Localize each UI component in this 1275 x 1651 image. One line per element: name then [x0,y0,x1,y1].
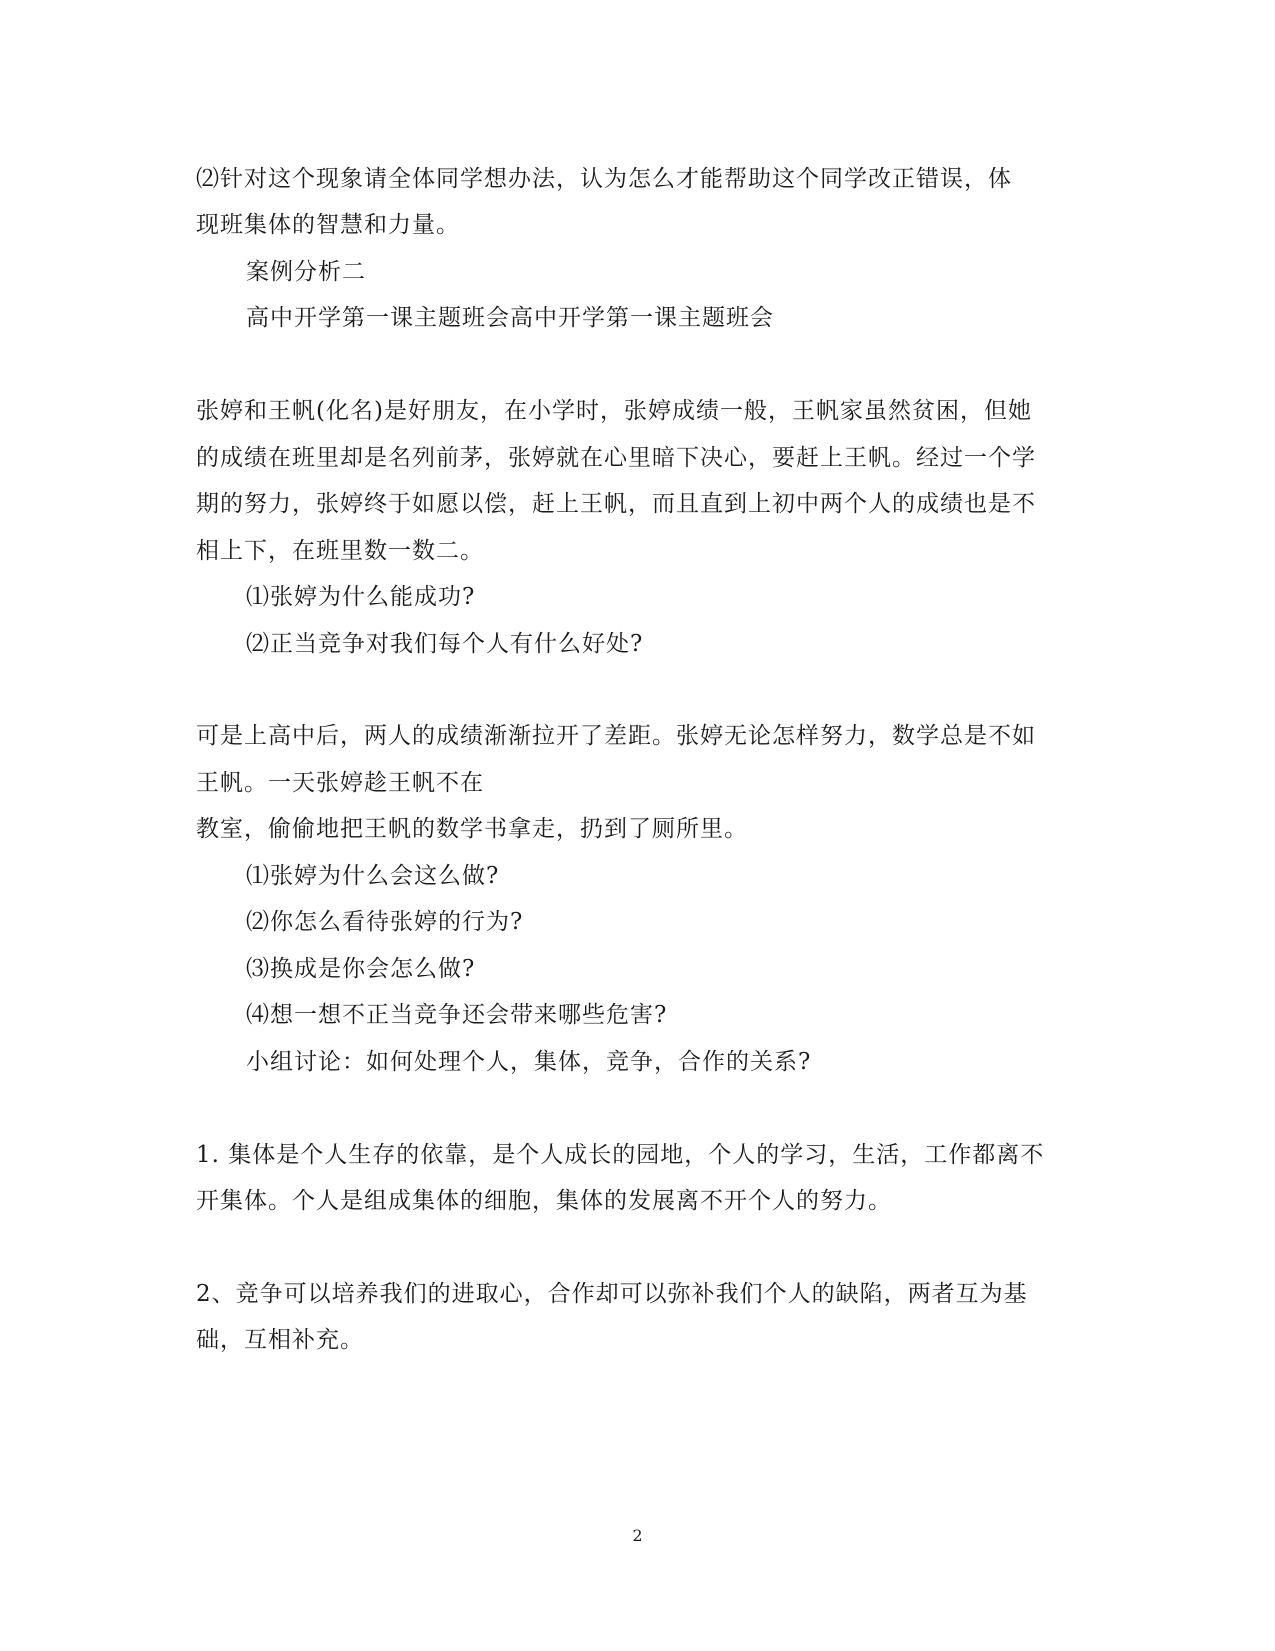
paragraph-line: 可是上高中后，两人的成绩渐渐拉开了差距。张婷无论怎样努力，数学总是不如 [196,723,1036,749]
paragraph-line: 开集体。个人是组成集体的细胞，集体的发展离不开个人的努力。 [196,1188,892,1214]
paragraph-line: 础，互相补充。 [196,1327,364,1353]
question-item: ⑴张婷为什么会这么做? [246,863,500,889]
discussion-prompt: 小组讨论：如何处理个人，集体，竞争，合作的关系? [246,1049,812,1075]
paragraph-line: 张婷和王帆(化名)是好朋友，在小学时，张婷成绩一般，王帆家虽然贫困，但她 [196,398,1032,424]
paragraph-line: 教室，偷偷地把王帆的数学书拿走，扔到了厕所里。 [196,816,748,842]
question-item: ⑷想一想不正当竞争还会带来哪些危害? [246,1002,668,1028]
section-heading: 案例分析二 [246,259,366,285]
question-item: ⑶换成是你会怎么做? [246,956,476,982]
question-item: ⑵你怎么看待张婷的行为? [246,909,524,935]
paragraph-line: ⑵针对这个现象请全体同学想办法，认为怎么才能帮助这个同学改正错误，体 [196,166,1012,192]
section-title: 高中开学第一课主题班会高中开学第一课主题班会 [246,305,774,331]
paragraph-line: 王帆。一天张婷趁王帆不在 [196,770,484,796]
paragraph-line: 的成绩在班里却是名列前茅，张婷就在心里暗下决心，要赶上王帆。经过一个学 [196,445,1036,471]
paragraph-line: 1. 集体是个人生存的依靠，是个人成长的园地，个人的学习，生活，工作都离不 [196,1142,1045,1168]
question-item: ⑵正当竞争对我们每个人有什么好处? [246,631,644,657]
question-item: ⑴张婷为什么能成功? [246,584,476,610]
paragraph-line: 期的努力，张婷终于如愿以偿，赶上王帆，而且直到上初中两个人的成绩也是不 [196,491,1036,517]
paragraph-line: 2、竞争可以培养我们的进取心，合作却可以弥补我们个人的缺陷，两者互为基 [196,1281,1028,1307]
page-number: 2 [632,1526,643,1545]
paragraph-line: 现班集体的智慧和力量。 [196,212,460,238]
paragraph-line: 相上下，在班里数一数二。 [196,538,484,564]
